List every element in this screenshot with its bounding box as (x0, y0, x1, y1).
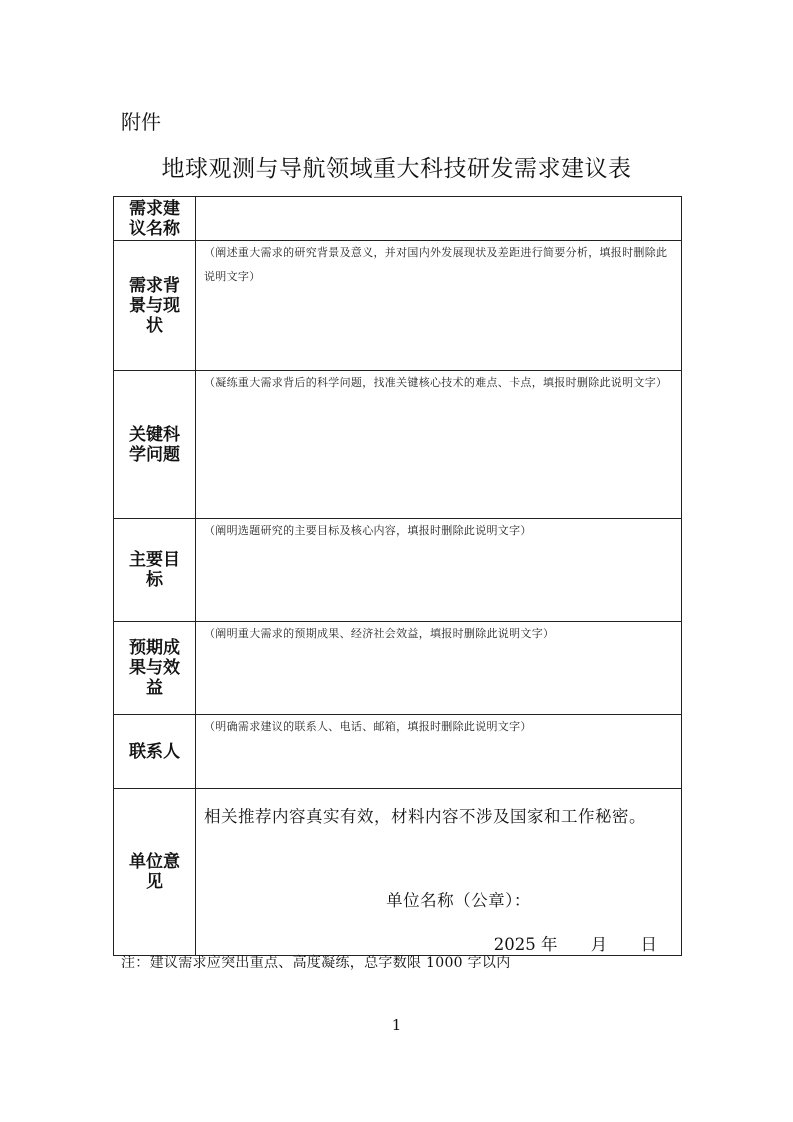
table-row (114, 715, 682, 789)
date-year: 2025 年 (493, 935, 558, 954)
opinion-statement: 相关推荐内容真实有效，材料内容不涉及国家和工作秘密。 (204, 807, 646, 826)
page-number: 1 (391, 1016, 402, 1034)
row-label-text: 需求背景与现状 (129, 275, 180, 336)
objectives-field[interactable] (196, 519, 682, 622)
row-label-background (114, 241, 196, 371)
row-label-text: 主要目标 (129, 550, 180, 590)
row-label-outcomes (114, 622, 196, 715)
field-hint: （明确需求建议的联系人、电话、邮箱，填报时删除此说明文字） (204, 720, 532, 733)
field-hint: （凝练重大需求背后的科学问题，找准关键核心技术的难点、卡点，填报时删除此说明文字） (204, 376, 668, 389)
table-row (114, 789, 682, 956)
date-day: 日 (640, 935, 657, 954)
table-row (114, 371, 682, 519)
row-label-text: 联系人 (129, 741, 180, 762)
date-month: 月 (590, 935, 608, 954)
row-label-scientific-issues (114, 371, 196, 519)
outcomes-field[interactable] (196, 622, 682, 715)
row-label-opinion (114, 789, 196, 956)
row-label-text: 关键科学问题 (129, 424, 180, 465)
table-row (114, 622, 682, 715)
background-field[interactable] (196, 241, 682, 371)
scientific-issues-field[interactable] (196, 371, 682, 519)
proposal-form-table (113, 196, 682, 956)
field-hint: （阐明重大需求的预期成果、经济社会效益，填报时删除此说明文字） (204, 627, 555, 640)
opinion-field[interactable] (196, 789, 682, 956)
row-label-objectives (114, 519, 196, 622)
table-row (114, 519, 682, 622)
table-row (114, 197, 682, 241)
contact-field[interactable] (196, 715, 682, 789)
page-title: 地球观测与导航领域重大科技研发需求建议表 (161, 156, 632, 182)
row-label-contact (114, 715, 196, 789)
table-row (114, 241, 682, 371)
attachment-label: 附件 (121, 110, 161, 134)
row-label-text: 需求建议名称 (129, 198, 180, 239)
footnote: 注：建议需求应突出重点、高度凝练，总字数限 1000 字以内 (121, 955, 511, 971)
row-label-text: 单位意见 (129, 852, 180, 892)
field-hint: （阐明选题研究的主要目标及核心内容，填报时删除此说明文字） (204, 524, 532, 537)
field-hint: （阐述重大需求的研究背景及意义，并对国内外发展现状及差距进行简要分析，填报时删除此说明文字） (204, 246, 668, 283)
row-label-text: 预期成果与效益 (129, 638, 180, 698)
row-label-name (114, 197, 196, 241)
seal-label: 单位名称（公章）： (386, 891, 531, 910)
proposal-name-field[interactable] (196, 197, 682, 241)
